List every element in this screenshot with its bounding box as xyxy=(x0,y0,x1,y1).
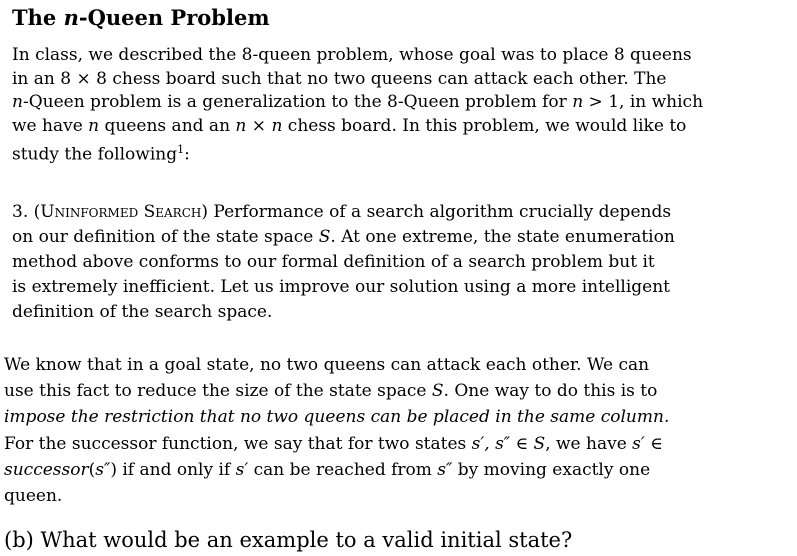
math-s-double-prime: s″ xyxy=(95,459,111,480)
section-label: Uninformed Search xyxy=(40,202,202,222)
title-variable-n: n xyxy=(63,5,79,30)
section-number: 3. ( xyxy=(12,202,41,222)
section-3-line-2 xyxy=(12,225,675,250)
question-b: (b) What would be an example to a valid initial state? xyxy=(4,528,573,552)
page-title xyxy=(12,4,270,32)
math-n: n xyxy=(88,115,100,136)
body-line-3: impose the restriction that no two queens can be placed in the same column. xyxy=(4,407,670,428)
body-text: , we have xyxy=(545,433,633,454)
body-line-4 xyxy=(4,431,669,457)
intro-line-2: in an 8 × 8 chess board such that no two queens can attack each other. The xyxy=(12,68,667,89)
math-n: n xyxy=(271,115,283,136)
intro-text: : xyxy=(184,144,190,165)
body-text: by moving exactly one xyxy=(452,459,651,480)
section-text: on our definition of the state space xyxy=(12,227,319,247)
section-3-line-1 xyxy=(12,200,675,225)
body-line-6: queen. xyxy=(4,486,63,507)
intro-text: study the following xyxy=(12,144,178,165)
math-s: S xyxy=(318,227,331,247)
body-text: ) if and only if xyxy=(110,459,236,480)
math-s: S xyxy=(431,381,444,402)
math-states: s′, s″ ∈ S xyxy=(471,433,546,454)
math-successor: successor xyxy=(4,459,89,480)
math-n: n xyxy=(235,115,247,136)
intro-line-4 xyxy=(12,115,703,139)
body-text: use this fact to reduce the size of the state space xyxy=(4,381,432,402)
section-text: . At one extreme, the state enumeration xyxy=(330,227,675,247)
body-text: ( xyxy=(88,459,96,480)
math-s-prime: s′ xyxy=(632,433,645,454)
math-n: n xyxy=(572,92,584,112)
intro-paragraph xyxy=(12,44,703,167)
intro-text: chess board. In this problem, we would like to xyxy=(282,115,687,136)
section-3-paragraph xyxy=(12,200,675,325)
intro-line-3 xyxy=(12,91,703,115)
body-line-5 xyxy=(4,457,669,483)
section-text: ) Performance of a search algorithm crucially depends xyxy=(201,202,672,222)
intro-text: we have xyxy=(12,115,89,136)
section-3-line-4: is extremely inefficient. Let us improve our solution using a more intelligent xyxy=(12,277,671,297)
body-paragraph xyxy=(4,352,669,509)
footnote-marker: 1 xyxy=(177,143,185,156)
title-text-pre: The xyxy=(12,5,64,30)
section-3-line-3: method above conforms to our formal definition of a search problem but it xyxy=(12,252,655,272)
title-text-post: -Queen Problem xyxy=(78,5,270,30)
body-text: . One way to do this is to xyxy=(443,381,658,402)
math-s-prime: s′ xyxy=(235,459,249,480)
body-line-1: We know that in a goal state, no two queens can attack each other. We can xyxy=(4,355,650,375)
body-text: For the successor function, we say that for two states xyxy=(4,433,472,454)
body-text: ∈ xyxy=(644,433,663,454)
body-line-2 xyxy=(4,378,669,404)
intro-line-5 xyxy=(12,138,703,167)
math-s-double-prime: s″ xyxy=(437,459,453,480)
intro-text: queens and an xyxy=(99,115,236,136)
intro-text: × xyxy=(246,115,272,136)
intro-text: -Queen problem is a generalization to the 8-Queen problem for xyxy=(22,92,573,112)
math-n: n xyxy=(12,92,23,112)
intro-line-1: In class, we described the 8-queen problem, whose goal was to place 8 queens xyxy=(12,45,692,65)
intro-text: > 1, in which xyxy=(583,92,704,112)
body-text: can be reached from xyxy=(248,459,438,480)
section-3-line-5: definition of the search space. xyxy=(12,302,273,322)
